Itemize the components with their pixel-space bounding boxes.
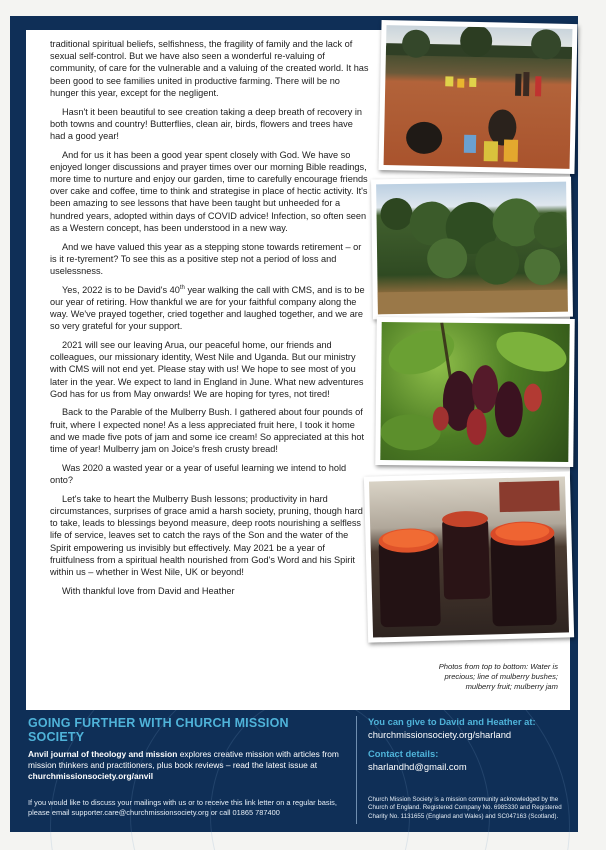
mailing-notice: If you would like to discuss your mailings with us or to receive this link letter on a regular basis, please email supporter.care@churchmissionsociety.org or call 01865 787400 xyxy=(28,798,337,817)
paragraph-rest: year walking the call with CMS, and is to be our year of retiring. How thankful we are for your faithful company along the way. We've prayed together, cried together and laughed together, and we are so very grateful for your support. xyxy=(50,284,365,332)
photo-caption: Photos from top to bottom: Water is precious; line of mulberry bushes; mulberry fruit; mulberry jam xyxy=(438,662,558,691)
footer-left xyxy=(28,716,348,782)
anvil-link[interactable]: churchmissionsociety.org/anvil xyxy=(28,771,154,781)
footer-divider xyxy=(356,716,357,824)
paragraph: Was 2020 a wasted year or a year of useful learning we intend to hold onto? xyxy=(50,462,347,485)
footer-right xyxy=(368,716,573,780)
bushes-illustration xyxy=(376,182,568,315)
footer-heading: GOING FURTHER WITH CHURCH MISSION SOCIETY xyxy=(28,716,289,744)
paragraph-prefix: Yes, 2022 is to be David's 40 xyxy=(62,284,180,295)
photo-mulberry-jam xyxy=(364,471,574,642)
jam-illustration xyxy=(369,476,569,637)
paragraph: And we have valued this year as a stepping stone towards retirement – or is it re-tyrement? To see this as a positive step not a period of loss and uselessness. xyxy=(50,241,362,276)
contact-heading: Contact details: xyxy=(368,748,439,759)
anvil-promo xyxy=(28,749,348,782)
anvil-title: Anvil journal of theology and mission xyxy=(28,749,178,759)
paragraph: And for us it has been a good year spent closely with God. We have so enjoyed longer discussions and prayer times over our morning Bible readings, more time to nurture and enjoy our garden, time to carefully encourage friends over cake and coffee, time to think and strategise in place of hectic activity. It's been amazing to see lessons that have been taught but unheeded for a hundred years, adopted within days of COVID advice! Infection, so often seen as a Western concept, has been understood in a new way. xyxy=(50,149,368,233)
paragraph: Let's take to heart the Mulberry Bush lessons; productivity in hard circumstances, surprises of grace amid a harsh society, pruning, though hard to take, leads to blessings beyond measure, deep roots nourishing a selfless life of service, leaves set to catch the rays of the Son and the water of the Spirit empowering us invisibly but effectively. May 2021 be a year of fruitfulness from a spiritual health nourished from God's Word and his Spirit within us – whether in West Nile, UK or beyond! xyxy=(50,493,363,577)
paragraph: Back to the Parable of the Mulberry Bush. I gathered about four pounds of fruit, where I expected none! As a less appreciated fruit here, I took it home and we made five pots of jam and some ice cream! So appreciated at this hot time of year! Mulberry jam on Joice's fresh crusty bread! xyxy=(50,407,365,455)
give-heading: You can give to David and Heather at: xyxy=(368,716,536,727)
paragraph: 2021 will see our leaving Arua, our peaceful home, our friends and colleagues, our missionary identity, West Nile and Uganda. But our ministry with CMS will not end yet. Please stay with us! We hope to see most of you later in the year. We expect to land in England in June. What new adventures God has for us from May onwards! We are hoping for tyres, not tired! xyxy=(50,339,364,399)
contact-email[interactable]: sharlandhd@gmail.com xyxy=(368,761,467,772)
give-link[interactable]: churchmissionsociety.org/sharland xyxy=(368,729,512,740)
signoff: With thankful love from David and Heather xyxy=(62,585,235,596)
water-scene-illustration xyxy=(384,25,573,169)
anvil-description: explores creative mission with articles from mission thinkers and practitioners, plus book reviews – read the latest issue at xyxy=(28,749,339,770)
letter-body xyxy=(50,38,370,603)
ordinal-suffix: th xyxy=(179,284,185,291)
photo-mulberry-fruit xyxy=(375,317,575,467)
paragraph: traditional spiritual beliefs, selfishness, the fragility of family and the lack of sexual self-control. But we have also seen a wonderful re-valuing of community, of care for the vulnerable and a valuing of the created world. It has been good to see families united in productive farming. There will be no hunger this year, except for the negligent. xyxy=(50,39,369,98)
photo-water xyxy=(378,20,577,174)
legal-notice: Church Mission Society is a mission community acknowledged by the Church of England. Registered Company No. 6985330 and Registered Charity No. 1131655 (England and Wales) and SC047163 (Scotland). xyxy=(368,796,562,820)
photo-mulberry-bushes xyxy=(371,177,573,320)
paragraph xyxy=(50,284,370,333)
fruit-illustration xyxy=(380,322,569,462)
paragraph: Hasn't it been beautiful to see creation taking a deep breath of recovery in both towns and country! Butterflies, clean air, birds, flowers and trees have had a good year! xyxy=(50,106,363,141)
